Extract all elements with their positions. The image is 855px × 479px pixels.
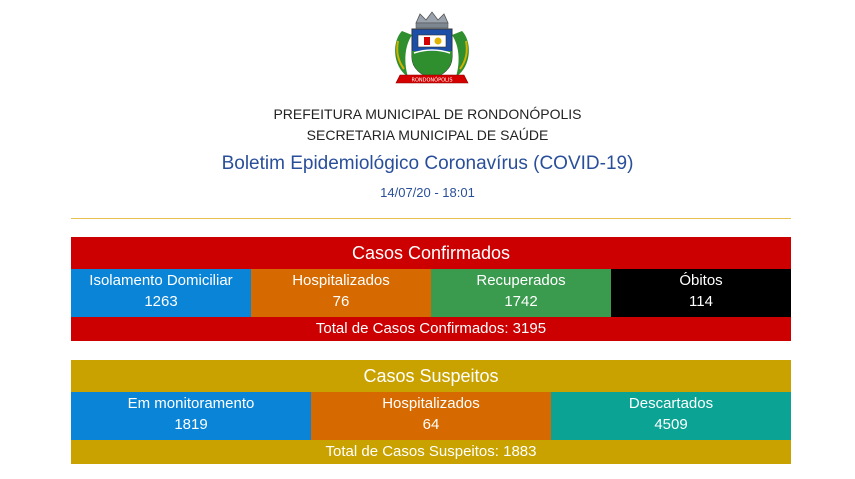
suspected-cases-title: Casos Suspeitos [71, 360, 791, 392]
recovered-label: Recuperados [476, 272, 566, 289]
confirmed-hospitalized-label: Hospitalizados [292, 272, 390, 289]
prefecture-name: PREFEITURA MUNICIPAL DE RONDONÓPOLIS [273, 106, 582, 122]
deaths-cell [611, 269, 791, 317]
monitoring-label: Em monitoramento [127, 395, 255, 412]
deaths-count: 114 [689, 293, 713, 310]
header-divider [71, 218, 791, 219]
confirmed-breakdown-row [71, 269, 791, 317]
suspected-hospitalized-cell [311, 392, 551, 440]
deaths-label: Óbitos [679, 272, 723, 289]
discarded-label: Descartados [628, 395, 714, 412]
home-isolation-label: Isolamento Domiciliar [89, 272, 233, 289]
discarded-cell [551, 392, 791, 440]
crest-ribbon-text: RONDONÓPOLIS [411, 77, 453, 84]
monitoring-count: 1819 [174, 416, 208, 433]
suspected-cases-panel [71, 360, 791, 464]
suspected-breakdown-row [71, 392, 791, 440]
monitoring-cell [71, 392, 311, 440]
discarded-count: 4509 [654, 416, 688, 433]
suspected-total: Total de Casos Suspeitos: 1883 [71, 440, 791, 464]
confirmed-hospitalized-cell [251, 269, 431, 317]
home-isolation-cell [71, 269, 251, 317]
confirmed-total: Total de Casos Confirmados: 3195 [71, 317, 791, 341]
bulletin-title: Boletim Epidemiológico Coronavírus (COVID-19) [221, 153, 634, 174]
confirmed-cases-panel [71, 237, 791, 341]
confirmed-cases-title: Casos Confirmados [71, 237, 791, 269]
suspected-hospitalized-count: 64 [422, 416, 440, 433]
home-isolation-count: 1263 [144, 293, 178, 310]
municipal-crest-logo [388, 11, 476, 88]
recovered-count: 1742 [504, 293, 538, 310]
suspected-hospitalized-label: Hospitalizados [382, 395, 480, 412]
update-timestamp: 14/07/20 - 18:01 [380, 185, 475, 200]
confirmed-hospitalized-count: 76 [332, 293, 350, 310]
recovered-cell [431, 269, 611, 317]
secretariat-name: SECRETARIA MUNICIPAL DE SAÚDE [306, 127, 549, 143]
